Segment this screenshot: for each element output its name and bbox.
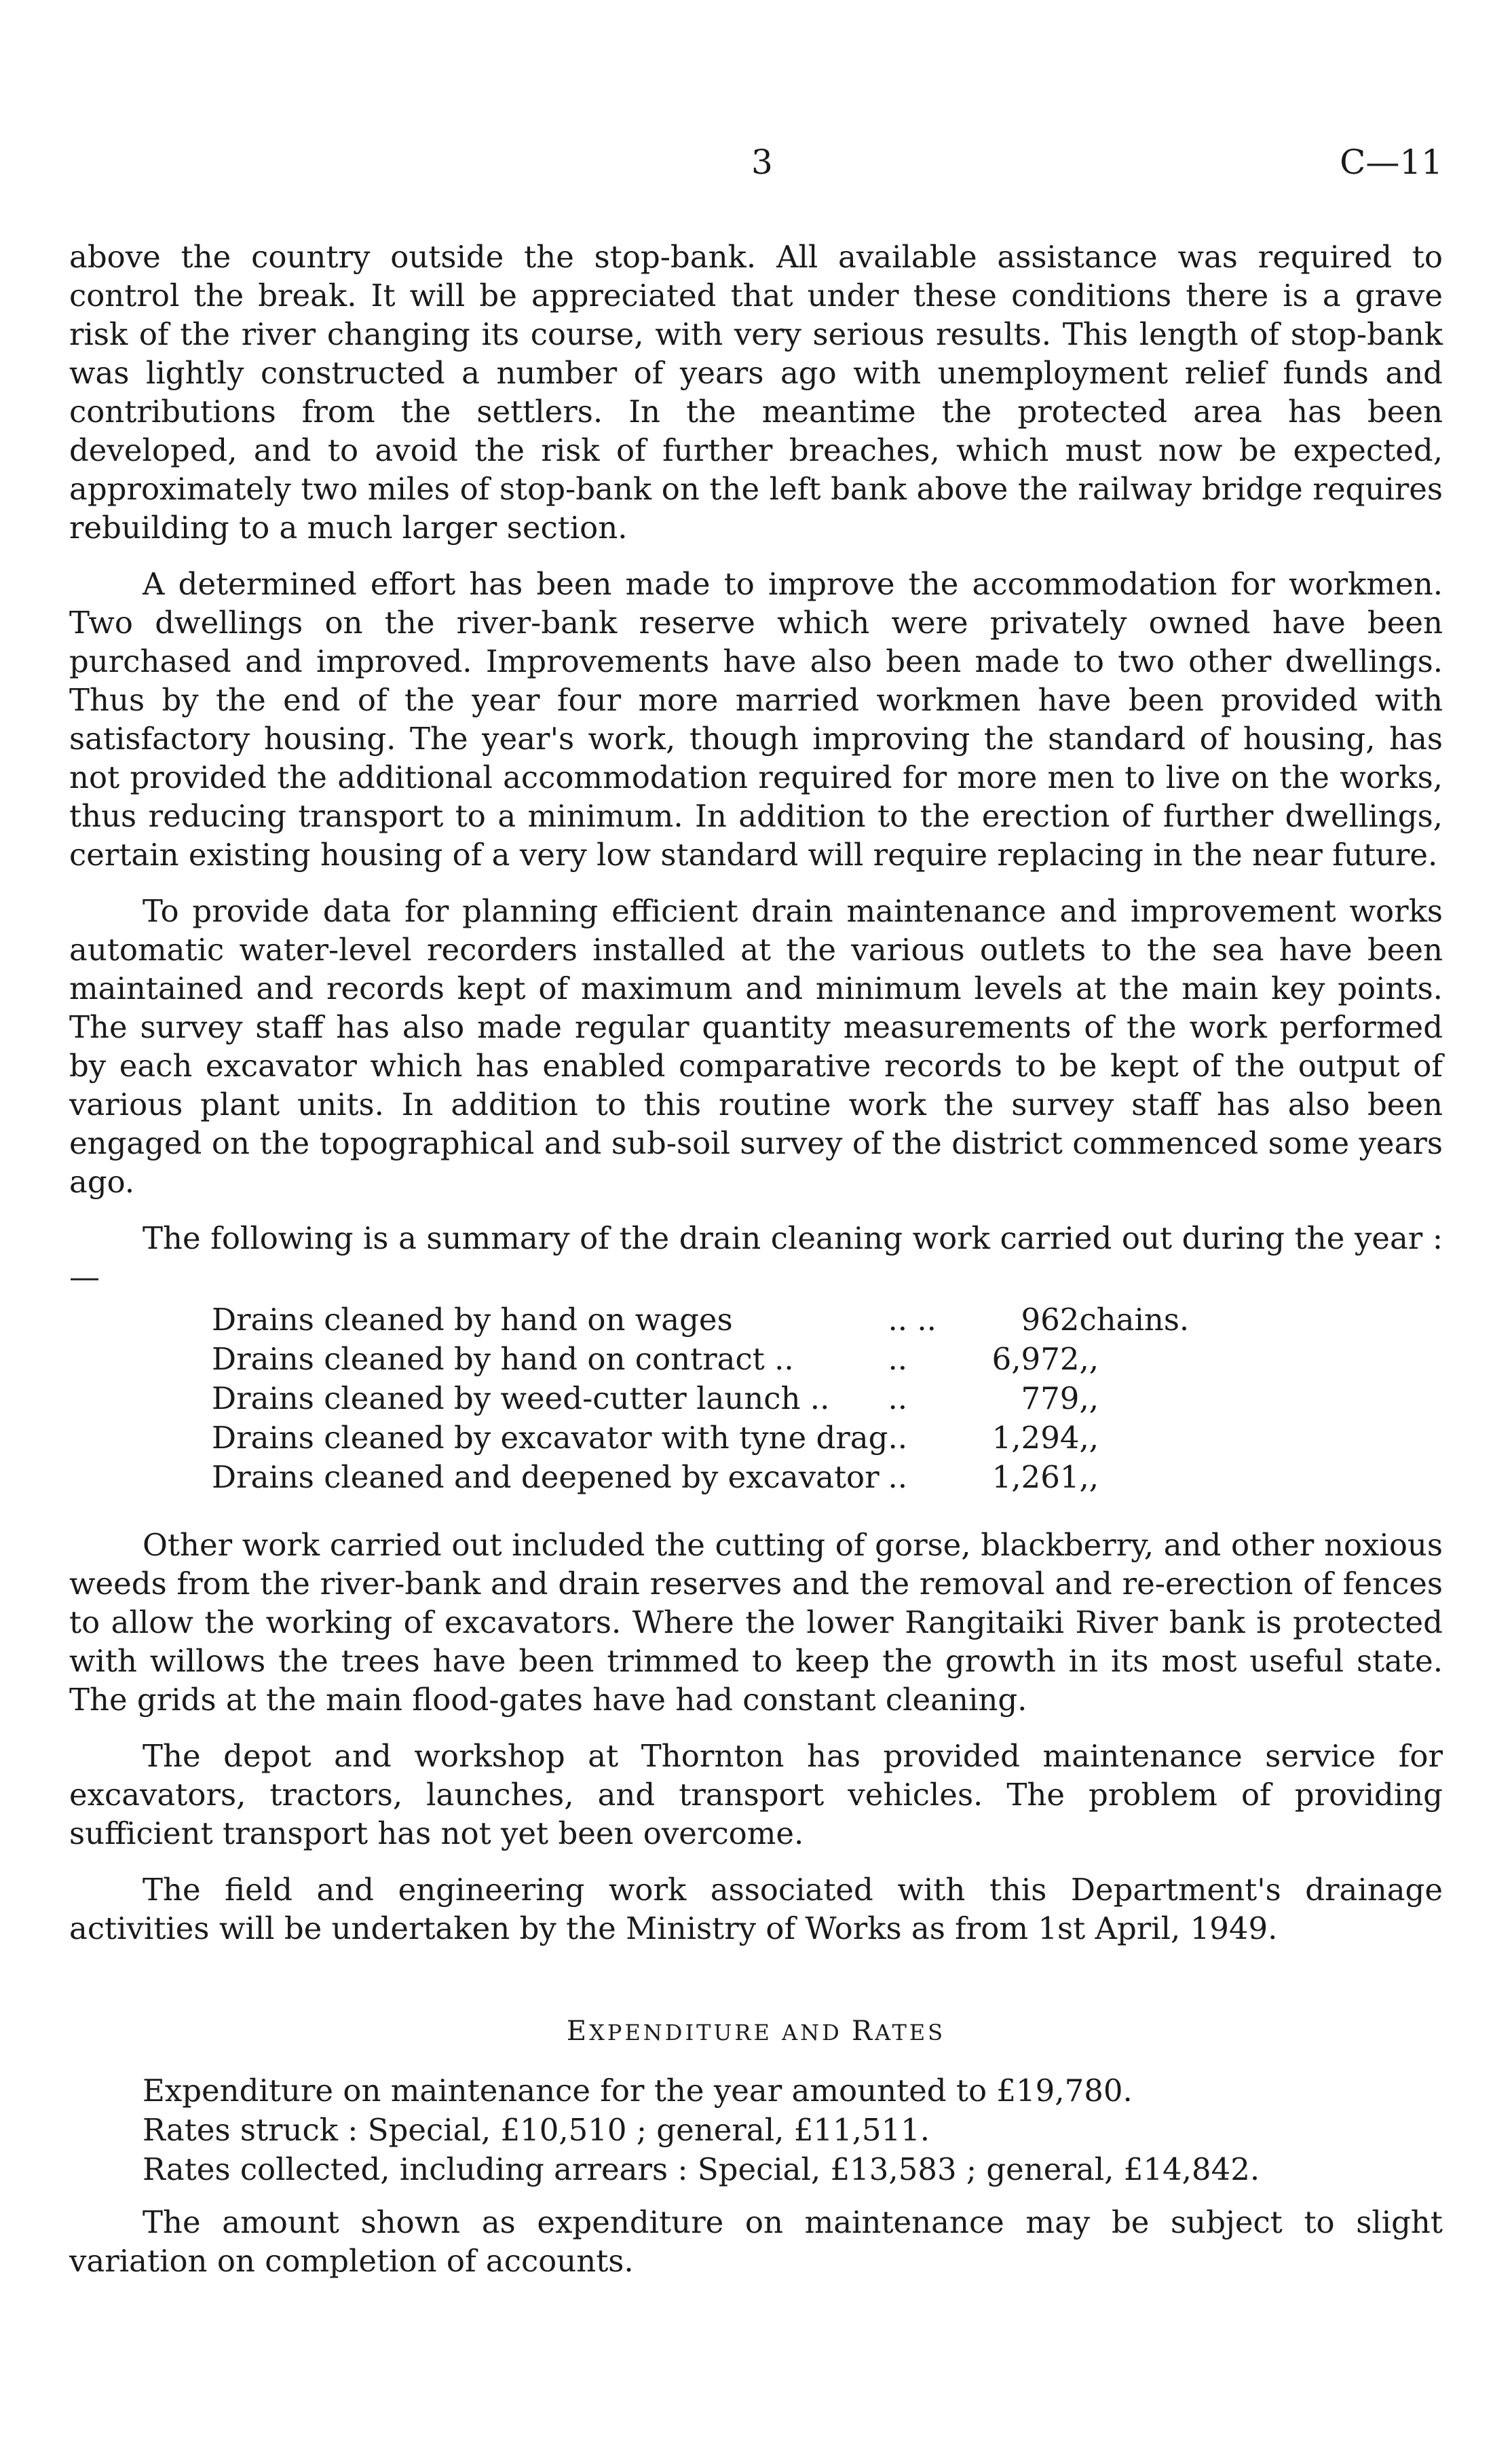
table-row xyxy=(212,1341,1201,1380)
summary-amount: 6,972 xyxy=(991,1341,1080,1377)
summary-label: Drains cleaned and deepened by excavator xyxy=(212,1459,880,1495)
table-row xyxy=(212,1302,1201,1341)
body-text xyxy=(69,238,1443,2298)
heading-initial: E xyxy=(566,2016,590,2047)
summary-leader: .. xyxy=(888,1341,908,1377)
section-heading-expenditure-rates xyxy=(69,2016,1443,2047)
drain-cleaning-summary-table xyxy=(212,1302,1201,1498)
summary-unit: ,, xyxy=(1079,1459,1099,1495)
summary-label: Drains cleaned by weed-cutter launch .. xyxy=(212,1380,830,1416)
table-row xyxy=(212,1459,1201,1498)
summary-label: Drains cleaned by hand on wages xyxy=(212,1302,733,1338)
paragraph-accommodation: A determined effort has been made to improve the accommodation for workmen. Two dwellings on the river-bank reserve which were privately owned have been purchased and improved. Improvements have also been made to two other dwellings. Thus by the end of the year four more married workmen have been provided with satisfactory housing. The year's work, though improving the standard of housing, has not provided the additional accommodation required for more men to live on the works, thus reducing transport to a minimum. In addition to the erection of further dwellings, certain existing housing of a very low standard will require replacing in the near future. xyxy=(69,566,1443,873)
paragraph-ministry-of-works: The field and engineering work associated with this Department's drainage activities will be undertaken by the Ministry of Works as from 1st April, 1949. xyxy=(69,1872,1443,1946)
heading-smallcaps: ATES xyxy=(875,2020,946,2045)
page-number: 3 xyxy=(751,143,773,182)
rates-collected-line: Rates collected, including arrears : Special, £13,583 ; general, £14,842. xyxy=(143,2151,1260,2187)
summary-unit: chains. xyxy=(1079,1302,1190,1338)
page-header xyxy=(69,143,1443,204)
summary-amount: 779 xyxy=(1021,1380,1080,1416)
summary-amount: 1,261 xyxy=(991,1459,1080,1495)
document-code: C—11 xyxy=(1340,143,1443,182)
summary-leader: .. xyxy=(888,1380,908,1416)
summary-amount: 962 xyxy=(1021,1302,1080,1338)
summary-leader: .. xyxy=(888,1459,908,1495)
summary-unit: ,, xyxy=(1079,1420,1099,1456)
table-row xyxy=(212,1380,1201,1420)
expenditure-line: Expenditure on maintenance for the year amounted to £19,780. xyxy=(143,2073,1133,2109)
table-row xyxy=(212,1420,1201,1459)
paragraph-depot-workshop: The depot and workshop at Thornton has provided maintenance service for excavators, tractors, launches, and transport vehicles. The problem of providing sufficient transport has not yet been overcome. xyxy=(69,1738,1443,1851)
paragraph-stop-bank: above the country outside the stop-bank. All available assistance was required to control the break. It will be appreciated that under these conditions there is a grave risk of the river changing its course, with very serious results. This length of stop-bank was lightly constructed a number of years ago with unemployment relief funds and contributions from the settlers. In the meantime the protected area has been developed, and to avoid the risk of further breaches, which must now be expected, approximately two miles of stop-bank on the left bank above the railway bridge requires rebuilding to a much larger section. xyxy=(69,239,1443,546)
summary-leader: .. xyxy=(888,1420,908,1456)
paragraph-survey-data: To provide data for planning efficient drain maintenance and improvement works automatic water-level recorders installed at the various outlets to the sea have been maintained and records kept of maximum and minimum levels at the main key points. The survey staff has also made regular quantity measurements of the work performed by each excavator which has enabled comparative records to be kept of the output of various plant units. In addition to this routine work the survey staff has also been engaged on the topographical and sub-soil survey of the district commenced some years ago. xyxy=(69,893,1443,1200)
heading-smallcaps: XPENDITURE AND xyxy=(589,2020,852,2045)
summary-unit: ,, xyxy=(1079,1341,1099,1377)
paragraph-other-work: Other work carried out included the cutting of gorse, blackberry, and other noxious weeds from the river-bank and drain reserves and the removal and re-erection of fences to allow the working of excavators. Where the lower Rangitaiki River bank is protected with willows the trees have been trimmed to keep the growth in its most useful state. The grids at the main flood-gates have had constant cleaning. xyxy=(69,1527,1443,1718)
summary-amount: 1,294 xyxy=(991,1420,1080,1456)
summary-label: Drains cleaned by excavator with tyne drag xyxy=(212,1420,888,1456)
paragraph-expenditure-note: The amount shown as expenditure on maintenance may be subject to slight variation on completion of accounts. xyxy=(69,2204,1443,2279)
paragraph-summary-intro: The following is a summary of the drain cleaning work carried out during the year :— xyxy=(69,1220,1443,1295)
summary-unit: ,, xyxy=(1079,1380,1099,1416)
rates-struck-line: Rates struck : Special, £10,510 ; general, £11,511. xyxy=(143,2112,930,2148)
summary-leader: .. .. xyxy=(888,1302,937,1338)
heading-initial: R xyxy=(851,2016,875,2047)
summary-label: Drains cleaned by hand on contract .. xyxy=(212,1341,794,1377)
